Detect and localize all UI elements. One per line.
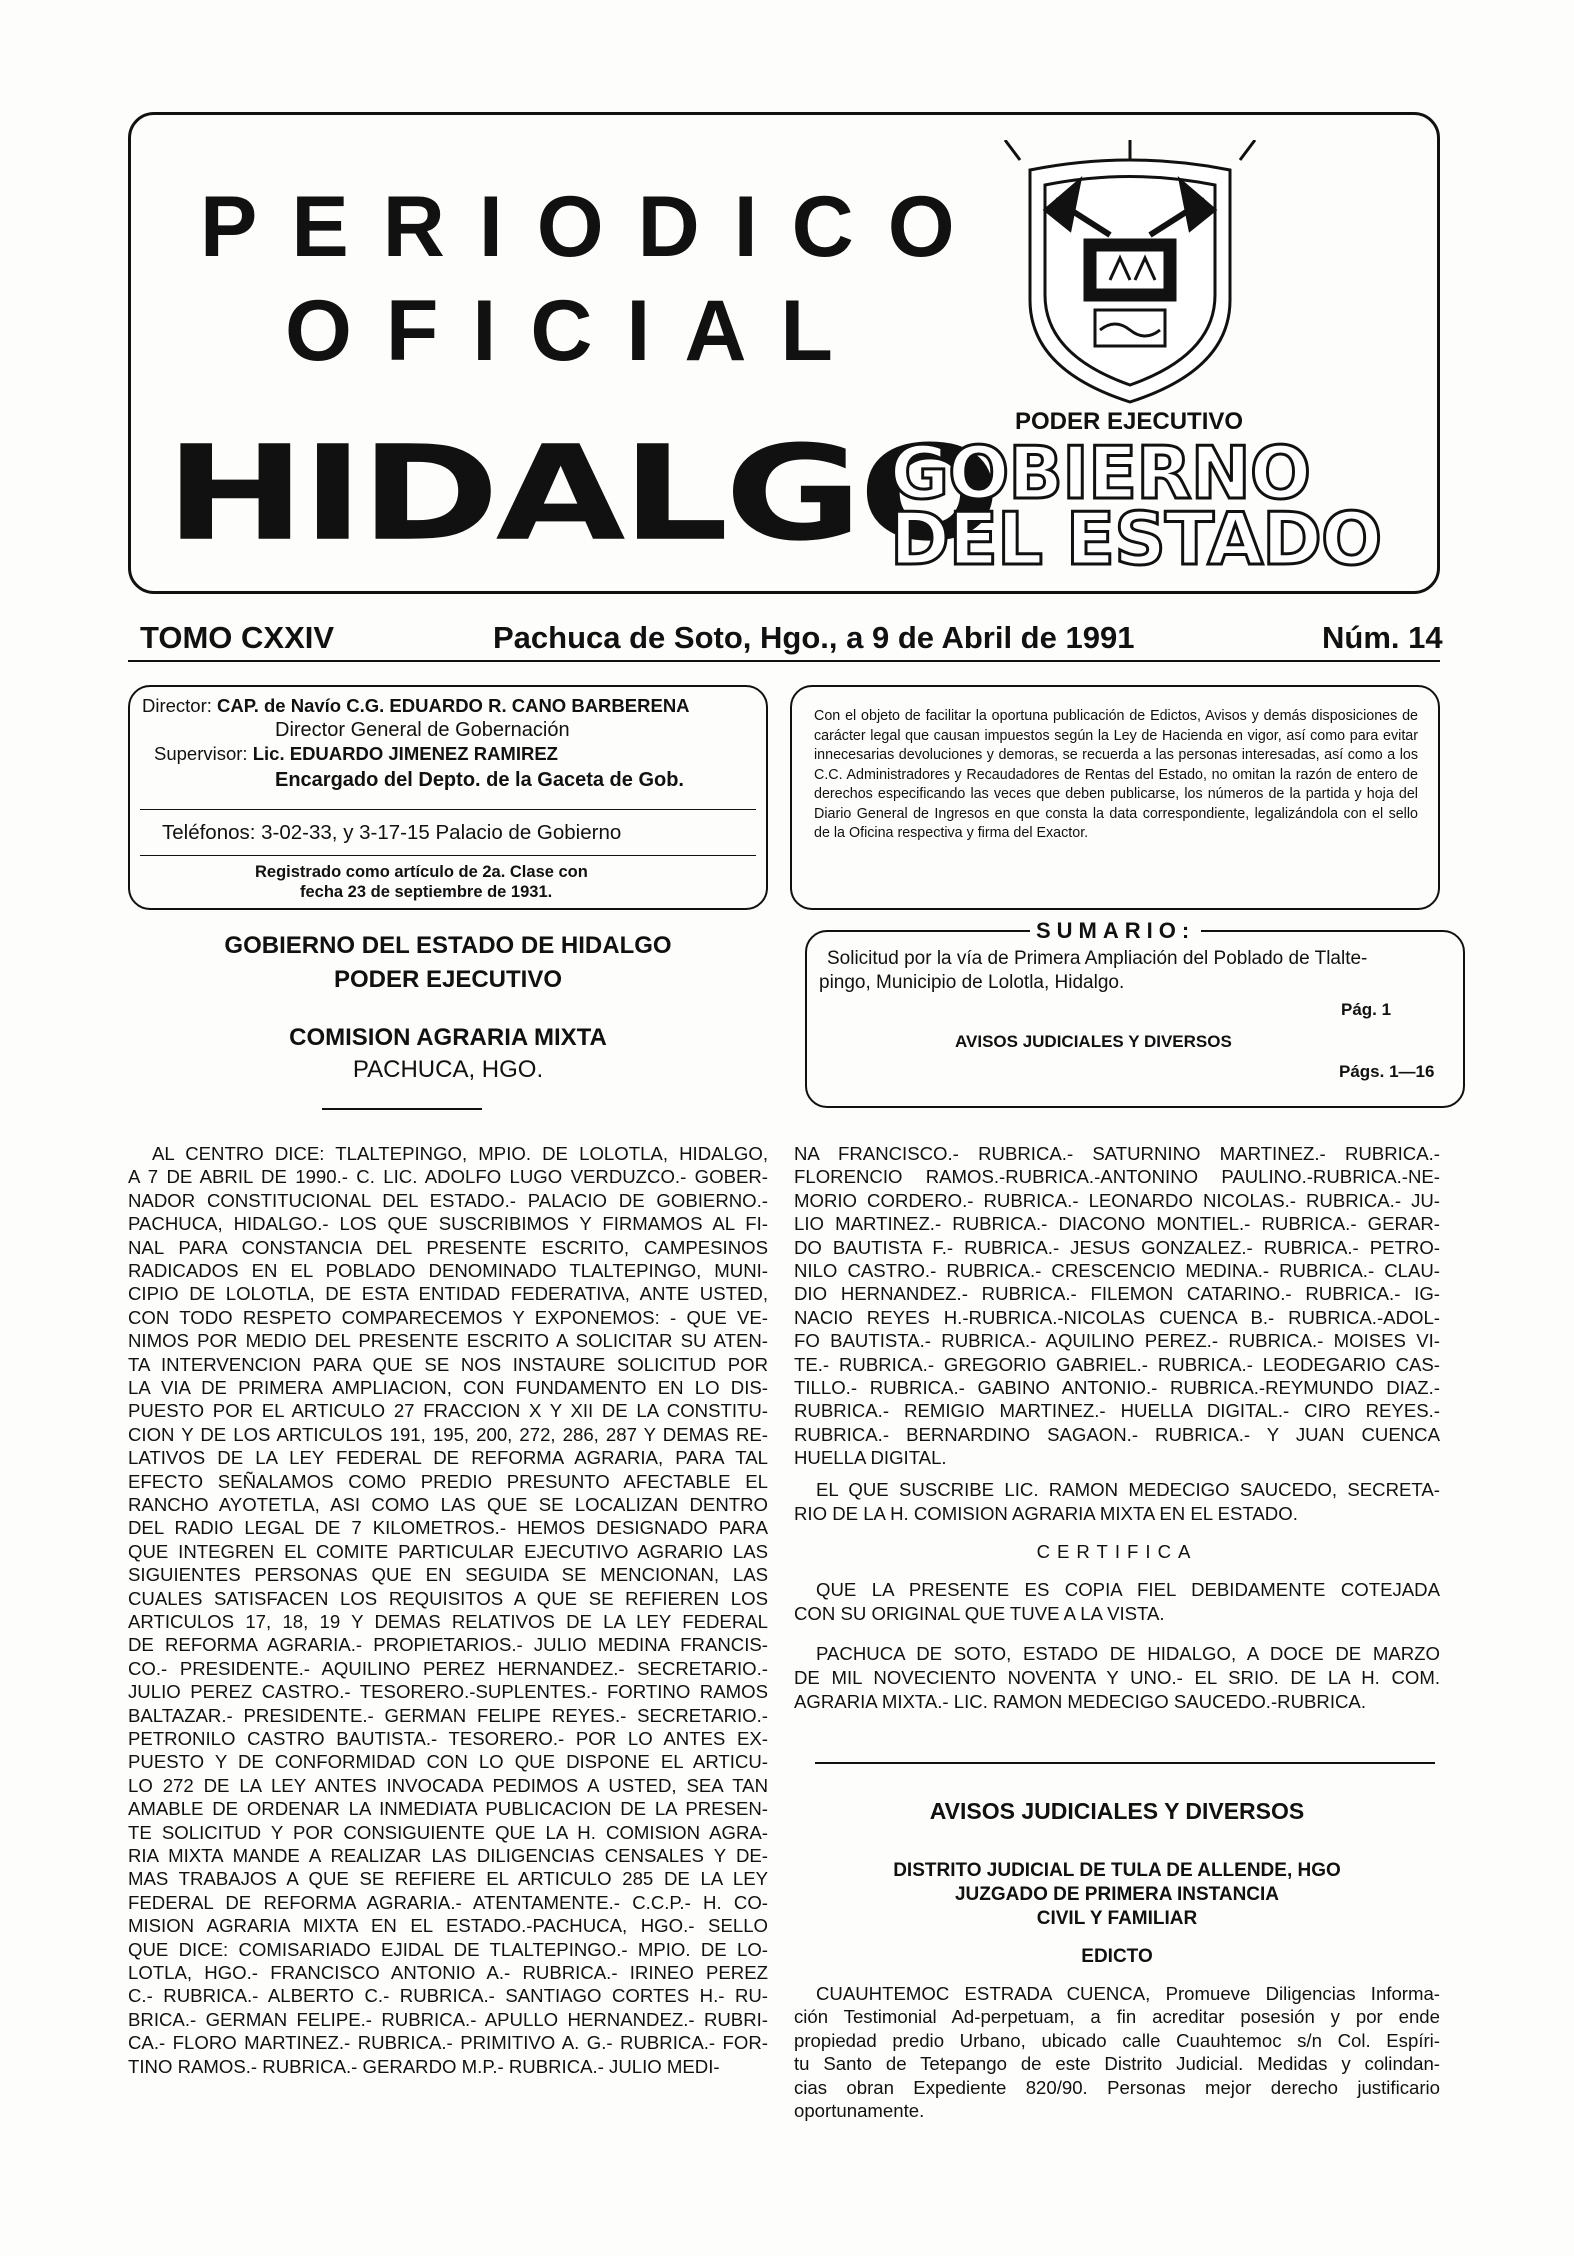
avisos-heading: AVISOS JUDICIALES Y DIVERSOS: [929, 1798, 1305, 1824]
text-line: MORIO CORDERO.- RUBRICA.- LEONARDO NICOLAS.- RUBRICA.- JU-: [794, 1189, 1440, 1211]
certifica-p3-line3: AGRARIA MIXTA.- LIC. RAMON MEDECIGO SAUCEDO.-RUBRICA.: [794, 1691, 1366, 1712]
text-line: FO BAUTISTA.- RUBRICA.- AQUILINO PEREZ.- RUBRICA.- MOISES VI-: [794, 1330, 1440, 1352]
text-line: TA INTERVENCION PARA QUE SE NOS INSTAURE SOLICITUD POR: [128, 1353, 768, 1375]
gobierno-line1: GOBIERNO: [890, 431, 1311, 515]
text-line: FLORENCIO RAMOS.-RUBRICA.-ANTONINO PAULINO.-RUBRICA.-NE-: [794, 1166, 1440, 1188]
certifica-heading: CERTIFICA: [1036, 1541, 1198, 1562]
text-line: NACIO REYES H.-RUBRICA.-NICOLAS CUENCA B.- RUBRICA.-ADOL-: [794, 1306, 1440, 1328]
sumario-item2-page: Págs. 1—16: [1339, 1062, 1435, 1081]
director-label: Director:: [142, 695, 212, 716]
text-line: CO.- PRESIDENTE.- AQUILINO PEREZ HERNANDEZ.- SECRETARIO.-: [128, 1657, 768, 1679]
titlebar-rule: [128, 660, 1440, 662]
text-line: CA.- FLORO MARTINEZ.- RUBRICA.- PRIMITIVO A. G.- RUBRICA.- FOR-: [128, 2032, 768, 2054]
text-line: QUE INTEGREN EL COMITE PARTICULAR EJECUTIVO AGRARIO LAS: [128, 1540, 768, 1562]
sumario-title: SUMARIO:: [1030, 918, 1201, 944]
text-line: LO 272 DE LA LEY ANTES INVOCADA PEDIMOS A USTED, SEA TAN: [128, 1774, 768, 1796]
text-line: DEL RADIO LEGAL DE 7 KILOMETROS.- HEMOS DESIGNADO PARA: [128, 1517, 768, 1539]
left-heading-pachuca: PACHUCA, HGO.: [352, 1056, 544, 1083]
text-line: NILO CASTRO.- RUBRICA.- CRESCENCIO MEDINA.- RUBRICA.- CLAU-: [794, 1260, 1440, 1281]
text-line: NAL PARA CONSTANCIA DEL PRESENTE ESCRITO, CAMPESINOS: [128, 1236, 768, 1258]
text-line: A 7 DE ABRIL DE 1990.- C. LIC. ADOLFO LUGO VERDUZCO.- GOBER-: [128, 1166, 768, 1188]
text-line: DE REFORMA AGRARIA.- PROPIETARIOS.- JULIO MEDINA FRANCIS-: [128, 1634, 768, 1656]
registro-line2: fecha 23 de septiembre de 1931.: [300, 883, 553, 901]
avisos-juzgado: JUZGADO DE PRIMERA INSTANCIA: [954, 1884, 1280, 1905]
place-date: Pachuca de Soto, Hgo., a 9 de Abril de 1991: [493, 620, 1135, 655]
text-line: oportunamente.: [794, 2100, 925, 2121]
certifica-p3-line2: DE MIL NOVECIENTO NOVENTA Y UNO.- EL SRIO. DE LA H. COM.: [794, 1667, 1440, 1688]
masthead-title-periodico: PERIODICO: [200, 179, 989, 275]
masthead-gobierno-del-estado: [890, 431, 1382, 582]
right-column-body: [794, 1142, 1440, 1472]
text-line: RANCHO AYOTETLA, ASI COMO LAS QUE SE LOCALIZAN DENTRO: [128, 1494, 768, 1515]
certifica-p1-line2: RIO DE LA H. COMISION AGRARIA MIXTA EN EL ESTADO.: [794, 1503, 1298, 1524]
director-separator-2: [140, 855, 756, 856]
avisos-civil: CIVIL Y FAMILIAR: [1036, 1908, 1198, 1929]
section-rule: [815, 1762, 1435, 1764]
text-line: NIMOS POR MEDIO DEL PRESENTE ESCRITO A SOLICITAR SU ATEN-: [128, 1330, 768, 1352]
text-line: TE.- RUBRICA.- GREGORIO GABRIEL.- RUBRICA.- LEODEGARIO CAS-: [794, 1353, 1440, 1375]
text-line: ARTICULOS 17, 18, 19 Y DEMAS RELATIVOS DE LA LEY FEDERAL: [128, 1611, 768, 1632]
text-line: RUBRICA.- BERNARDINO SAGAON.- RUBRICA.- Y JUAN CUENCA: [794, 1423, 1440, 1445]
text-line: DIO HERNANDEZ.- RUBRICA.- FILEMON CATARINO.- RUBRICA.- IG-: [794, 1283, 1440, 1305]
avisos-distrito: DISTRITO JUDICIAL DE TULA DE ALLENDE, HGO: [893, 1860, 1341, 1881]
text-line: DO BAUTISTA F.- RUBRICA.- JESUS GONZALEZ.- RUBRICA.- PETRO-: [794, 1236, 1440, 1258]
text-line: CUALES SATISFACEN LOS REQUISITOS A QUE SE REFIEREN LOS: [128, 1587, 768, 1609]
text-line: propiedad predio Urbano, ubicado calle Cuauhtemoc s/n Col. Espíri-: [794, 2029, 1440, 2051]
supervisor-line: [154, 743, 558, 765]
director-separator-1: [140, 809, 756, 810]
text-line: RADICADOS EN EL POBLADO DENOMINADO TLALTEPINGO, MUNI-: [128, 1260, 768, 1281]
certifica-p2-line1: QUE LA PRESENTE ES COPIA FIEL DEBIDAMENTE COTEJADA: [816, 1579, 1440, 1600]
text-line: TE SOLICITUD Y POR CONSIGUIENTE QUE LA H. COMISION AGRA-: [128, 1821, 768, 1843]
certifica-p2-line2: CON SU ORIGINAL QUE TUVE A LA VISTA.: [794, 1603, 1165, 1624]
text-line: MAS TRABAJOS A QUE SE REFIERE EL ARTICULO 285 DE LA LEY: [128, 1868, 768, 1890]
director-name: CAP. de Navío C.G. EDUARDO R. CANO BARBERENA: [217, 695, 690, 716]
text-line: BRICA.- GERMAN FELIPE.- RUBRICA.- APULLO HERNANDEZ.- RUBRI-: [128, 2008, 768, 2030]
publication-notice: Con el objeto de facilitar la oportuna publicación de Edictos, Avisos y demás disposiciones de carácter legal que causan impuestos según la Ley de Hacienda en vigor, así como para evitar innecesarias devoluciones y demoras, se recuerda a las personas interesadas, así como a los C.C. Administradores y Recaudadores de Rentas del Estado, no omitan la razón de entero de derechos especificando las veces que deben publicarse, los números de la partida y hoja del Diario General de Ingresos en que consta la data correspondiente, legalizándola con el sello de la Oficina respectiva y firma del Exactor.: [790, 685, 1440, 910]
text-line: MISION AGRARIA MIXTA EN EL ESTADO.-PACHUCA, HGO.- SELLO: [128, 1915, 768, 1937]
issue-number: Núm. 14: [1322, 620, 1443, 655]
avisos-body: [794, 1982, 1440, 2132]
tomo-label: TOMO CXXIV: [140, 620, 335, 655]
text-line: LA VIA DE PRIMERA AMPLIACION, CON FUNDAMENTO EN LO DIS-: [128, 1377, 768, 1398]
telefonos: Teléfonos: 3-02-33, y 3-17-15 Palacio de Gobierno: [162, 821, 622, 844]
left-heading-poder: PODER EJECUTIVO: [333, 966, 563, 993]
text-line: NA FRANCISCO.- RUBRICA.- SATURNINO MARTINEZ.- RUBRICA.-: [794, 1143, 1440, 1164]
text-line: tu Santo de Tetepango de este Distrito Judicial. Medidas y colindan-: [794, 2053, 1440, 2075]
avisos-edicto: EDICTO: [1081, 1946, 1153, 1967]
text-line: C.- RUBRICA.- ALBERTO C.- RUBRICA.- SANTIAGO CORTES H.- RU-: [128, 1985, 768, 2007]
text-line: CIPIO DE LOLOTLA, DE ESTA ENTIDAD FEDERATIVA, ANTE USTED,: [128, 1283, 768, 1305]
left-heading-comision: COMISION AGRARIA MIXTA: [289, 1024, 607, 1051]
text-line: PACHUCA, HIDALGO.- LOS QUE SUSCRIBIMOS Y FIRMAMOS AL FI-: [128, 1213, 768, 1235]
text-line: LIO MARTINEZ.- RUBRICA.- DIACONO MONTIEL.- RUBRICA.- GERAR-: [794, 1213, 1440, 1235]
text-line: PUESTO Y DE CONFORMIDAD CON LO QUE DISPONE EL ARTICU-: [128, 1751, 768, 1773]
text-line: CUAUHTEMOC ESTRADA CUENCA, Promueve Diligencias Informa-: [816, 1983, 1440, 2004]
left-heading-rule: [322, 1108, 482, 1110]
text-line: LATIVOS DE LA LEY FEDERAL DE REFORMA AGRARIA, PARA TAL: [128, 1447, 768, 1469]
supervisor-title: Encargado del Depto. de la Gaceta de Gob.: [275, 769, 684, 791]
masthead-hidalgo: HIDALGO: [165, 417, 998, 570]
director-line: [142, 695, 690, 717]
certifica-p3-line1: PACHUCA DE SOTO, ESTADO DE HIDALGO, A DOCE DE MARZO: [816, 1643, 1440, 1664]
supervisor-label: Supervisor:: [154, 743, 248, 764]
text-line: PUESTO POR EL ARTICULO 27 FRACCION X Y XII DE LA CONSTITU-: [128, 1400, 768, 1422]
left-column-body: [128, 1142, 768, 2082]
text-line: FEDERAL DE REFORMA AGRARIA.- ATENTAMENTE.- C.C.P.- H. CO-: [128, 1891, 768, 1913]
sumario-item1-line2: pingo, Municipio de Lolotla, Hidalgo.: [819, 972, 1125, 993]
text-line: cias obran Expediente 820/90. Personas mejor derecho justificario: [794, 2076, 1440, 2098]
text-line: SIGUIENTES PERSONAS QUE EN SEGUIDA SE MENCIONAN, LAS: [128, 1564, 768, 1586]
text-line: AMABLE DE ORDENAR LA INMEDIATA PUBLICACION DE LA PRESEN-: [128, 1798, 768, 1820]
registro-line1: Registrado como artículo de 2a. Clase con: [255, 863, 588, 881]
text-line: NADOR CONSTITUCIONAL DEL ESTADO.- PALACIO DE GOBIERNO.-: [128, 1189, 768, 1211]
sumario-box: [805, 930, 1465, 1108]
text-line: ción Testimonial Ad-perpetuam, a fin acreditar posesión y por ende: [794, 2006, 1440, 2028]
text-line: PETRONILO CASTRO BAUTISTA.- TESORERO.- POR LO ANTES EX-: [128, 1728, 768, 1749]
text-line: CION Y DE LOS ARTICULOS 191, 195, 200, 272, 286, 287 Y DEMAS RE-: [128, 1423, 768, 1445]
gobierno-line2: DEL ESTADO: [890, 497, 1382, 582]
director-box: [128, 685, 768, 910]
text-line: EFECTO SEÑALAMOS COMO PREDIO PRESUNTO AFECTABLE EL: [128, 1470, 768, 1492]
text-line: CON TODO RESPETO COMPARECEMOS Y EXPONEMOS: - QUE VE-: [128, 1306, 768, 1328]
coat-of-arms-icon: [1000, 140, 1260, 408]
text-line: AL CENTRO DICE: TLALTEPINGO, MPIO. DE LOLOTLA, HIDALGO,: [152, 1143, 768, 1164]
supervisor-name: Lic. EDUARDO JIMENEZ RAMIREZ: [252, 743, 558, 764]
text-line: HUELLA DIGITAL.: [794, 1447, 947, 1469]
sumario-item1-line1: Solicitud por la vía de Primera Ampliación del Poblado de Tlalte-: [827, 948, 1368, 969]
left-heading-gobierno: GOBIERNO DEL ESTADO DE HIDALGO: [224, 932, 672, 959]
sumario-item1-page: Pág. 1: [1341, 1000, 1392, 1019]
text-line: TILLO.- RUBRICA.- GABINO ANTONIO.- RUBRICA.-REYMUNDO DIAZ.-: [794, 1377, 1440, 1398]
masthead-title-oficial: OFICIAL: [285, 283, 867, 379]
text-line: BALTAZAR.- PRESIDENTE.- GERMAN FELIPE REYES.- SECRETARIO.-: [128, 1704, 768, 1726]
text-line: RIA MIXTA MANDE A REALIZAR LAS DILIGENCIAS CENSALES Y DE-: [128, 1845, 768, 1866]
director-title: Director General de Gobernación: [275, 719, 570, 741]
text-line: QUE DICE: COMISARIADO EJIDAL DE TLALTEPINGO.- MPIO. DE LO-: [128, 1938, 768, 1960]
text-line: LOTLA, HGO.- FRANCISCO ANTONIO A.- RUBRICA.- IRINEO PEREZ: [128, 1962, 768, 1983]
masthead-poder-ejecutivo: PODER EJECUTIVO: [1015, 408, 1244, 435]
sumario-item2: AVISOS JUDICIALES Y DIVERSOS: [955, 1032, 1232, 1051]
text-line: TINO RAMOS.- RUBRICA.- GERARDO M.P.- RUBRICA.- JULIO MEDI-: [128, 2055, 720, 2077]
text-line: JULIO PEREZ CASTRO.- TESORERO.-SUPLENTES.- FORTINO RAMOS: [128, 1681, 768, 1703]
certifica-p1-line1: EL QUE SUSCRIBE LIC. RAMON MEDECIGO SAUCEDO, SECRETA-: [816, 1479, 1440, 1500]
text-line: RUBRICA.- REMIGIO MARTINEZ.- HUELLA DIGITAL.- CIRO REYES.-: [794, 1400, 1440, 1422]
